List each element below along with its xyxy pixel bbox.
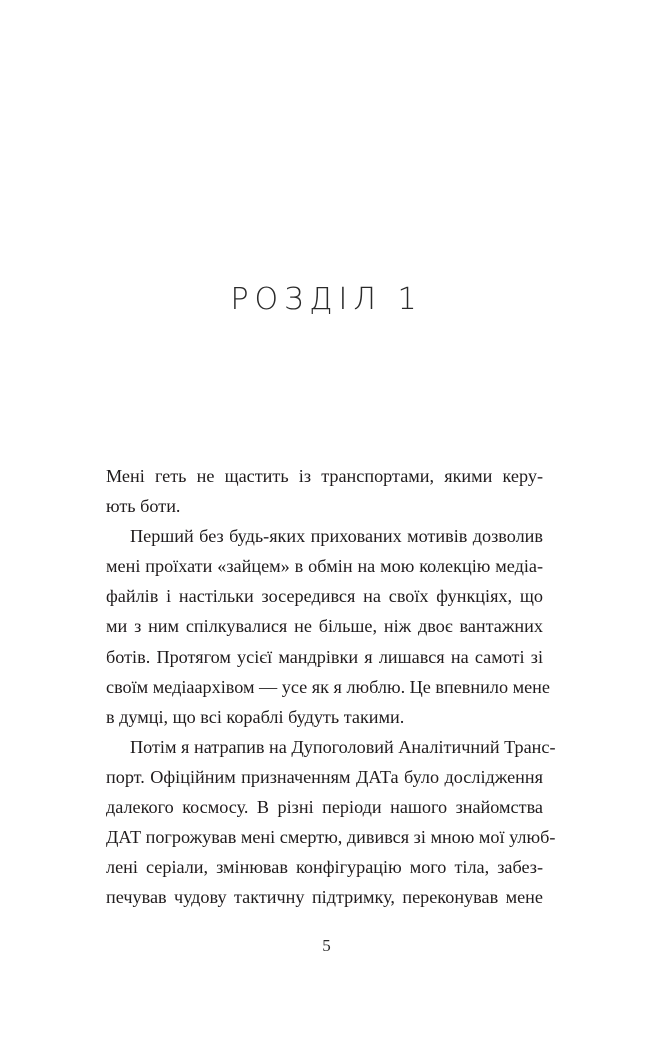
- text-line: Перший без будь-яких прихованих мотивів дозволив: [130, 526, 543, 547]
- text-line: далекого космосу. В різні періоди нашого знайомства: [106, 797, 543, 818]
- body-text: [106, 461, 556, 912]
- page-number: 5: [322, 936, 331, 955]
- text-line: в думці, що всі кораблі будуть такими.: [106, 706, 405, 727]
- chapter-title: РОЗДІЛ 1: [230, 282, 423, 317]
- text-line: ДАТ погрожував мені смертю, дивився зі мною мої улюб-: [106, 827, 556, 848]
- text-line: ботів. Протягом усієї мандрівки я лишався на самоті зі: [106, 646, 543, 667]
- text-line: ми з ним спілкувалися не більше, ніж двоє вантажних: [106, 616, 543, 637]
- text-line: файлів і настільки зосередився на своїх функціях, що: [106, 586, 543, 607]
- text-line: ють боти.: [106, 496, 181, 517]
- text-line: лені серіали, змінював конфігурацію мого тіла, забез-: [106, 857, 543, 878]
- text-line: мені проїхати «зайцем» в обмін на мою колекцію медіа-: [106, 556, 543, 577]
- text-line: Потім я натрапив на Дупоголовий Аналітичний Транс-: [130, 736, 556, 757]
- text-line: печував чудову тактичну підтримку, переконував мене: [106, 887, 543, 908]
- text-line: порт. Офіційним призначенням ДАТа було дослідження: [106, 766, 543, 787]
- text-line: Мені геть не щастить із транспортами, якими керу-: [106, 466, 543, 486]
- text-line: своїм медіаархівом — усе як я люблю. Це впевнило мене: [106, 676, 550, 697]
